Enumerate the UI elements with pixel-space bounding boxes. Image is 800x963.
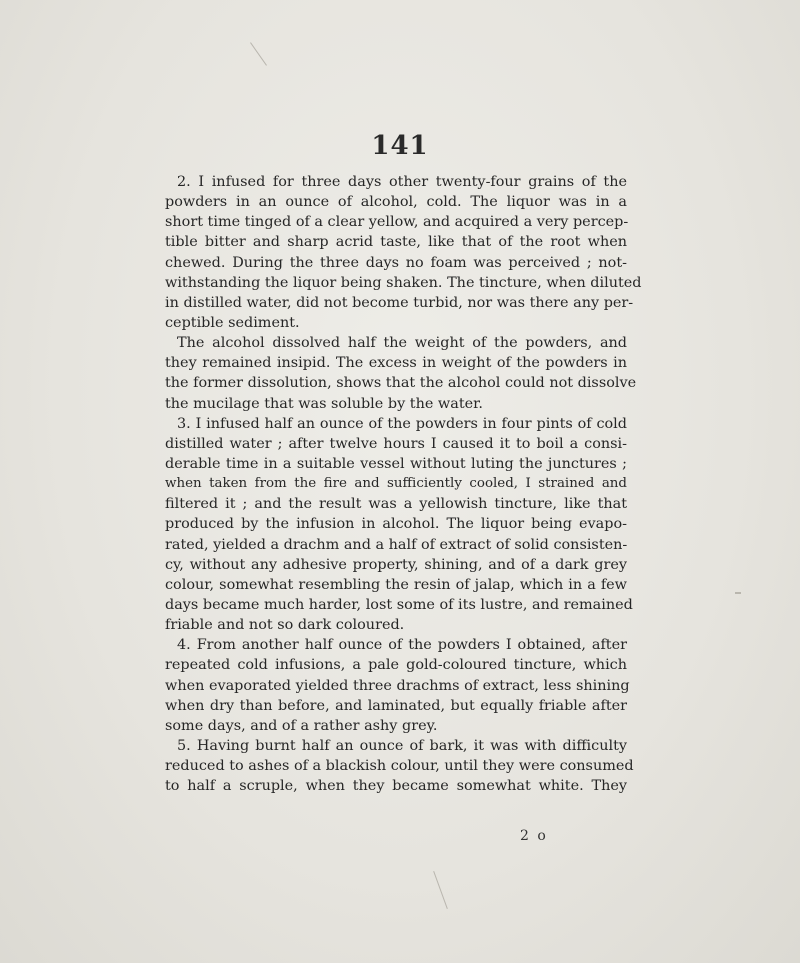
text-line: when taken from the fire and sufficiently cooled, I strained and	[165, 476, 627, 492]
text-line: produced by the infusion in alcohol. The liquor being evapo-	[165, 516, 627, 533]
page-number: 141	[371, 131, 429, 161]
text-line: chewed. During the three days no foam was perceived ; not-	[165, 254, 627, 271]
text-line: 4. From another half ounce of the powders I obtained, after	[177, 637, 627, 654]
text-line: powders in an ounce of alcohol, cold. The liquor was in a	[165, 194, 627, 211]
text-line: withstanding the liquor being shaken. The tincture, when diluted	[165, 274, 642, 291]
text-line: days became much harder, lost some of its lustre, and remained	[165, 596, 633, 613]
paper-mark	[250, 42, 267, 66]
text-line: ceptible sediment.	[165, 314, 300, 331]
text-line: rated, yielded a drachm and a half of extract of solid consisten-	[165, 536, 628, 553]
catchword: 2 o	[520, 828, 548, 844]
text-line: derable time in a suitable vessel without luting the junctures ;	[165, 455, 627, 472]
text-line: repeated cold infusions, a pale gold-coloured tincture, which	[165, 657, 627, 674]
paper-mark	[735, 592, 741, 594]
text-line: reduced to ashes of a blackish colour, until they were consumed	[165, 758, 634, 775]
body-text	[165, 172, 642, 796]
text-line: when evaporated yielded three drachms of extract, less shining	[165, 677, 630, 694]
text-line: cy, without any adhesive property, shining, and of a dark grey	[165, 556, 627, 573]
text-line: The alcohol dissolved half the weight of the powders, and	[177, 335, 627, 352]
text-line: the former dissolution, shows that the alcohol could not dissolve	[165, 375, 637, 392]
text-line: the mucilage that was soluble by the water.	[165, 395, 483, 412]
text-line: they remained insipid. The excess in weight of the powders in	[165, 355, 627, 372]
text-line: 2. I infused for three days other twenty-four grains of the	[177, 174, 627, 190]
text-line: 5. Having burnt half an ounce of bark, it was with difficulty	[177, 737, 627, 754]
text-line: 3. I infused half an ounce of the powders in four pints of cold	[177, 415, 627, 432]
paper-mark	[433, 871, 448, 909]
text-line: in distilled water, did not become turbid, nor was there any per-	[165, 294, 634, 311]
text-line: short time tinged of a clear yellow, and acquired a very percep-	[165, 214, 629, 231]
text-line: when dry than before, and laminated, but equally friable after	[165, 697, 627, 714]
text-line: to half a scruple, when they became somewhat white. They	[165, 778, 627, 795]
text-line: filtered it ; and the result was a yellowish tincture, like that	[165, 496, 627, 513]
text-line: colour, somewhat resembling the resin of jalap, which in a few	[165, 576, 627, 593]
text-line: tible bitter and sharp acrid taste, like that of the root when	[165, 234, 627, 251]
text-line: friable and not so dark coloured.	[165, 617, 405, 634]
text-line: distilled water ; after twelve hours I caused it to boil a consi-	[165, 435, 627, 452]
text-line: some days, and of a rather ashy grey.	[165, 717, 438, 734]
